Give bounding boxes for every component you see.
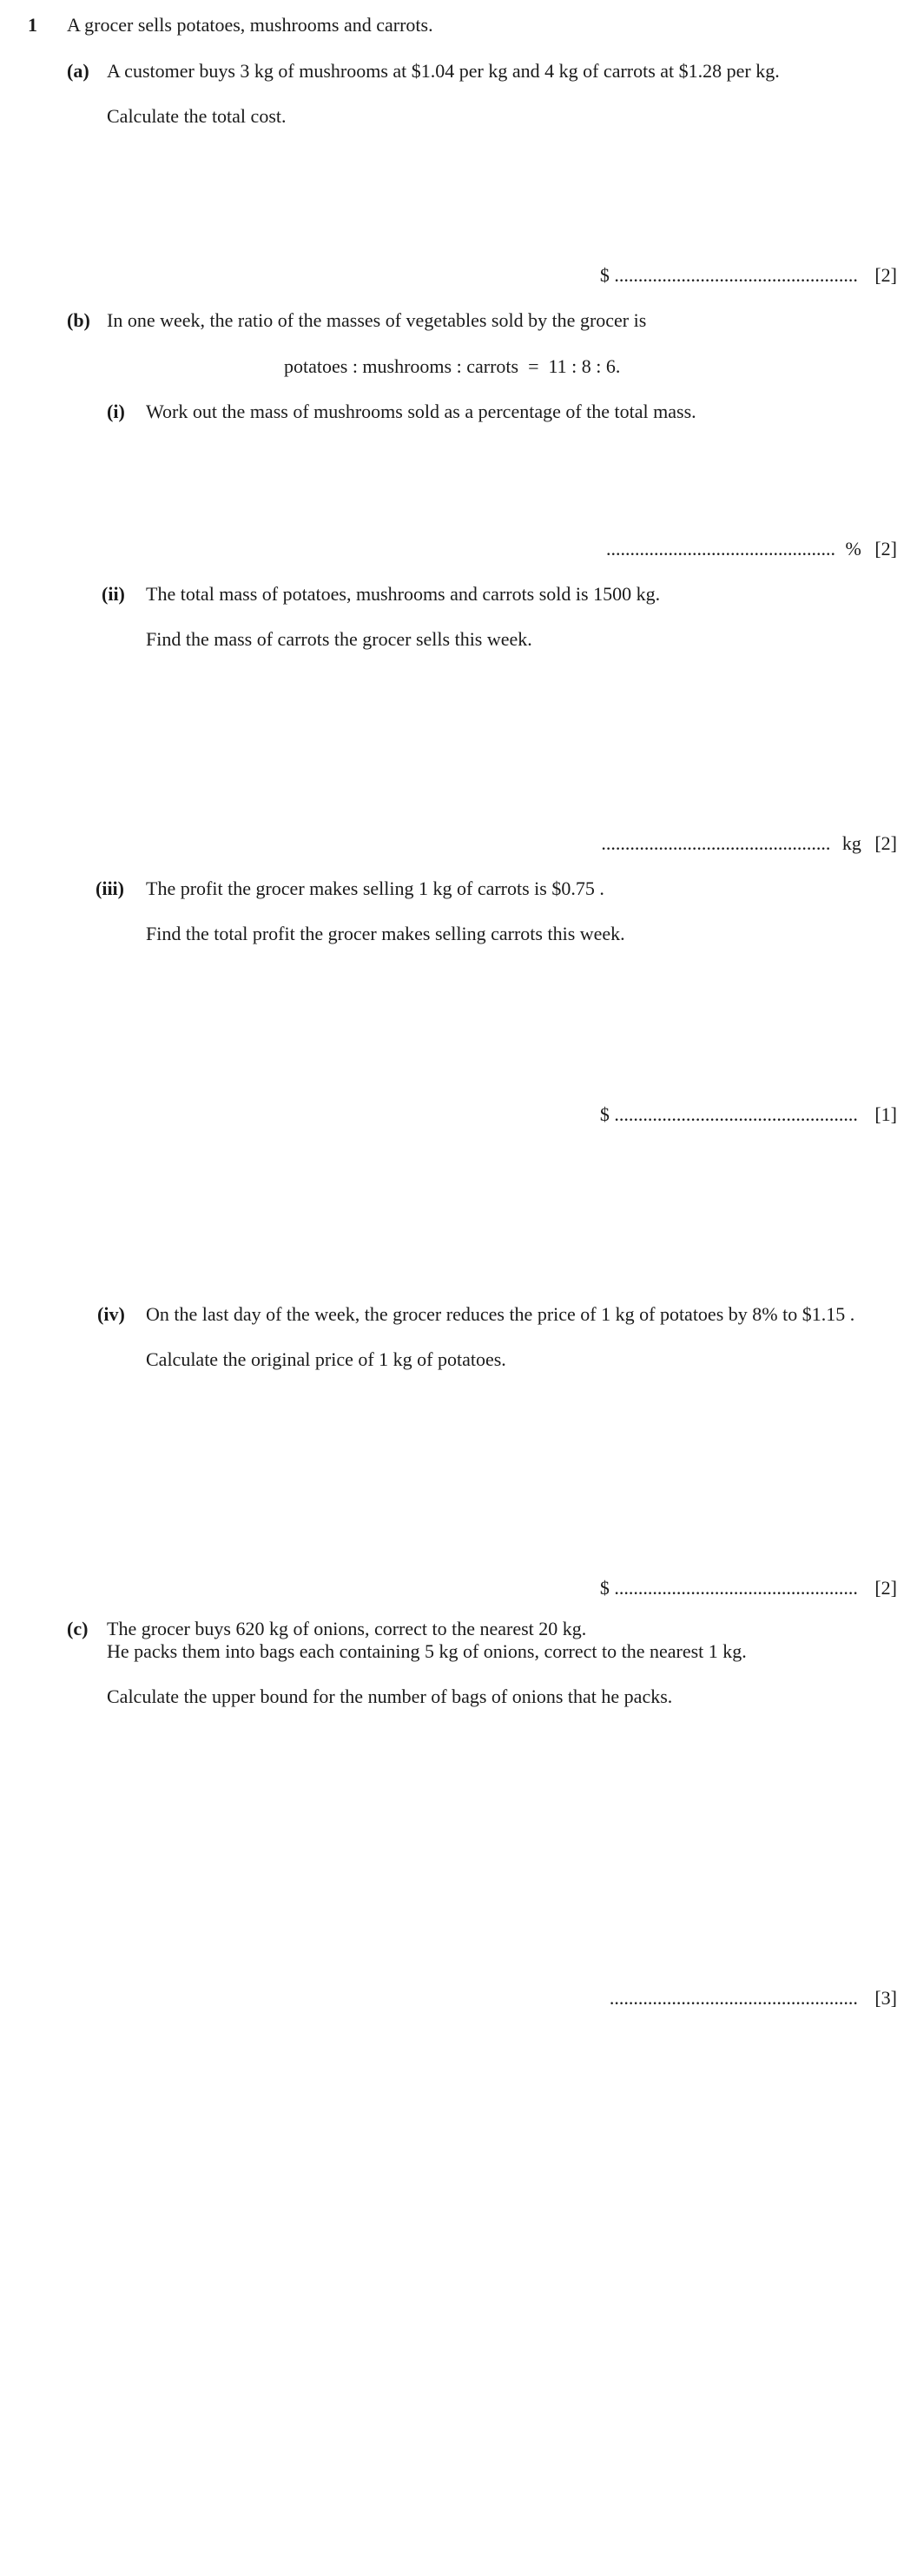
answer-dots: .................................................... [609,1987,858,2009]
answer-dots: ................................................... [614,1577,858,1599]
part-b-label: (b) [67,309,90,331]
marks: [2] [874,1577,897,1599]
part-c-text-2: He packs them into bags each containing 5 kg of onions, correct to the nearest 1 kg. [107,1640,747,1662]
currency-prefix: $ [599,1577,610,1599]
marks: [2] [874,538,897,560]
answer-dots: ................................................ [601,832,831,854]
part-b-ii-text-2: Find the mass of carrots the grocer sells this week. [146,628,532,650]
part-b-ii-text-1: The total mass of potatoes, mushrooms and carrots sold is 1500 kg. [146,583,661,605]
part-b-iii-text-1: The profit the grocer makes selling 1 kg of carrots is $0.75 . [146,877,604,899]
part-b-iii-answer-line[interactable] [600,1103,897,1126]
answer-dots: ................................................... [614,264,858,286]
part-b-iv-text-2: Calculate the original price of 1 kg of potatoes. [146,1348,506,1370]
marks: [2] [874,264,897,286]
part-b-iv-answer-line[interactable] [600,1577,897,1599]
part-b-i-text: Work out the mass of mushrooms sold as a percentage of the total mass. [146,401,696,422]
kg-suffix: kg [841,832,861,854]
part-a-text-2: Calculate the total cost. [107,105,287,127]
part-a-text-1: A customer buys 3 kg of mushrooms at $1.04 per kg and 4 kg of carrots at $1.28 per kg. [107,60,780,82]
part-b-iv-label: (iv) [97,1303,125,1325]
part-b-iii-text-2: Find the total profit the grocer makes selling carrots this week. [146,923,625,944]
part-c-answer-line[interactable] [610,1987,897,2010]
currency-prefix: $ [599,264,610,286]
percent-suffix: % [845,538,861,560]
answer-dots: ................................................... [614,1103,858,1125]
question-number: 1 [28,14,37,36]
answer-dots: ................................................ [606,538,836,560]
part-b-ii-answer-line[interactable] [601,832,897,855]
marks: [2] [874,832,897,854]
part-a-label: (a) [67,60,89,82]
part-c-label: (c) [67,1618,89,1639]
part-b-i-label: (i) [107,401,125,422]
marks: [1] [874,1103,897,1125]
part-c-text-3: Calculate the upper bound for the number of bags of onions that he packs. [107,1685,673,1707]
part-b-intro: In one week, the ratio of the masses of vegetables sold by the grocer is [107,309,647,331]
currency-prefix: $ [599,1103,610,1125]
part-b-iii-label: (iii) [96,877,124,899]
marks: [3] [874,1987,897,2009]
part-a-answer-line[interactable] [600,264,897,287]
part-b-i-answer-line[interactable] [606,538,897,560]
question-stem: A grocer sells potatoes, mushrooms and carrots. [67,14,433,36]
ratio-statement: potatoes : mushrooms : carrots = 11 : 8 : 6. [284,355,621,377]
part-b-ii-label: (ii) [102,583,125,605]
part-c-text-1: The grocer buys 620 kg of onions, correct to the nearest 20 kg. [107,1618,587,1639]
part-b-iv-text-1: On the last day of the week, the grocer reduces the price of 1 kg of potatoes by 8% to $1.15 . [146,1303,855,1325]
